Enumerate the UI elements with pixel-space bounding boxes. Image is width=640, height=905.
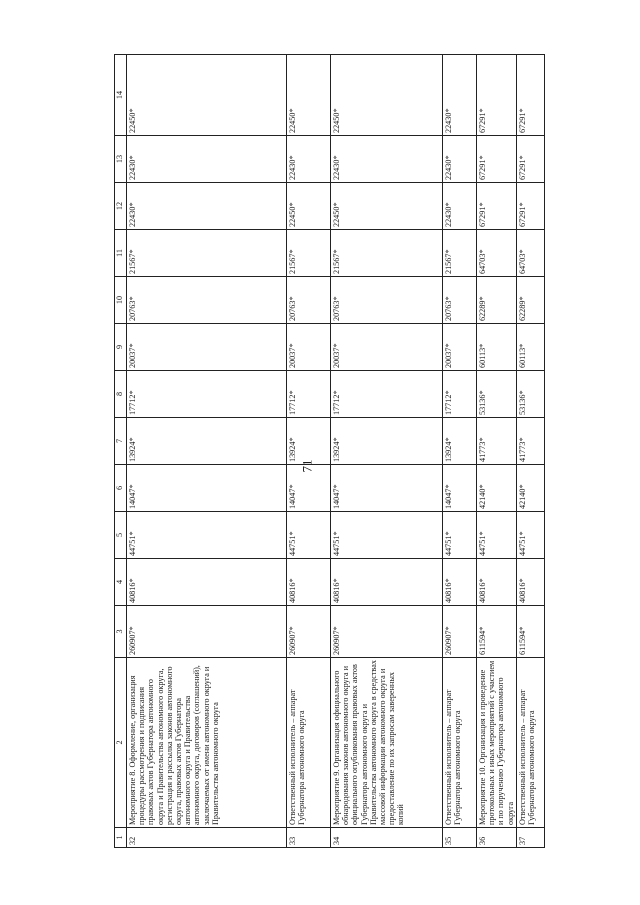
value-cell: 44751* [287, 512, 331, 559]
value-cell: 13924* [127, 418, 287, 465]
table-row [443, 55, 477, 848]
program-table [114, 54, 545, 848]
value-cell: 17712* [287, 371, 331, 418]
value-cell: 20763* [127, 277, 287, 324]
value-cell: 20763* [331, 277, 443, 324]
value-cell: 41773* [516, 418, 544, 465]
value-cell: 22430* [443, 55, 477, 136]
column-header: 7 [115, 418, 127, 465]
value-cell: 67291* [516, 55, 544, 136]
row-number: 36 [477, 828, 517, 848]
table-row [331, 55, 443, 848]
value-cell: 20763* [287, 277, 331, 324]
row-number: 32 [127, 828, 287, 848]
value-cell: 44751* [331, 512, 443, 559]
row-description: Ответственный исполнитель – аппарат Губернатора автономного округа [516, 658, 544, 828]
value-cell: 17712* [127, 371, 287, 418]
row-description: Мероприятие 10. Организация и проведение протокольных и иных мероприятий с участием и по поручению Губернатора автономного округа [477, 658, 517, 828]
column-header: 6 [115, 465, 127, 512]
value-cell: 14047* [127, 465, 287, 512]
value-cell: 67291* [477, 55, 517, 136]
value-cell: 611594* [477, 606, 517, 658]
value-cell: 22450* [331, 183, 443, 230]
value-cell: 21567* [287, 230, 331, 277]
value-cell: 260907* [287, 606, 331, 658]
row-description: Ответственный исполнитель – аппарат Губернатора автономного округа [287, 658, 331, 828]
value-cell: 260907* [127, 606, 287, 658]
value-cell: 20037* [443, 324, 477, 371]
table-header-row [115, 55, 127, 848]
value-cell: 22430* [443, 136, 477, 183]
value-cell: 64703* [477, 230, 517, 277]
value-cell: 40816* [477, 559, 517, 606]
value-cell: 611594* [516, 606, 544, 658]
value-cell: 40816* [516, 559, 544, 606]
table-row [516, 55, 544, 848]
column-header: 4 [115, 559, 127, 606]
row-description: Мероприятие 8. Оформление, организация процедуры рассмотрения и подписания правовых актов Губернатора автономного округа и Правительства автономного округа, регистрация и рассылка законов автономного округа, правовых актов Губернатора автономного округа и Правительства автономного округа, договоров (соглашений), заключаемых от имени автономного округа и Правительства автономного округа [127, 658, 287, 828]
value-cell: 62289* [477, 277, 517, 324]
value-cell: 22430* [127, 183, 287, 230]
value-cell: 22450* [287, 55, 331, 136]
table-frame [114, 58, 536, 848]
row-description: Мероприятие 9. Организация официального обнародования законов автономного округа и официального опубликования правовых актов Губернатора автономного округа и Правительства автономного округа в средствах массовой информации автономного округа и предоставление по их запросам заверенных копий [331, 658, 443, 828]
row-description: Ответственный исполнитель – аппарат Губернатора автономного округа [443, 658, 477, 828]
value-cell: 21567* [127, 230, 287, 277]
column-header: 5 [115, 512, 127, 559]
table-row [477, 55, 517, 848]
value-cell: 41773* [477, 418, 517, 465]
row-number: 34 [331, 828, 443, 848]
row-number: 35 [443, 828, 477, 848]
value-cell: 22450* [127, 55, 287, 136]
table-body [127, 55, 545, 848]
value-cell: 67291* [516, 183, 544, 230]
value-cell: 260907* [443, 606, 477, 658]
value-cell: 17712* [443, 371, 477, 418]
value-cell: 20037* [287, 324, 331, 371]
value-cell: 44751* [443, 512, 477, 559]
row-number: 33 [287, 828, 331, 848]
value-cell: 44751* [477, 512, 517, 559]
value-cell: 64703* [516, 230, 544, 277]
value-cell: 13924* [287, 418, 331, 465]
value-cell: 42140* [516, 465, 544, 512]
row-number: 37 [516, 828, 544, 848]
value-cell: 14047* [443, 465, 477, 512]
value-cell: 22430* [127, 136, 287, 183]
column-header: 14 [115, 55, 127, 136]
value-cell: 22450* [331, 55, 443, 136]
value-cell: 22430* [443, 183, 477, 230]
value-cell: 22430* [287, 136, 331, 183]
value-cell: 44751* [516, 512, 544, 559]
value-cell: 53136* [516, 371, 544, 418]
rotated-table-container [114, 58, 536, 848]
column-header: 11 [115, 230, 127, 277]
value-cell: 67291* [516, 136, 544, 183]
table-row [287, 55, 331, 848]
column-header: 1 [115, 828, 127, 848]
column-header: 13 [115, 136, 127, 183]
value-cell: 22450* [287, 183, 331, 230]
value-cell: 17712* [331, 371, 443, 418]
value-cell: 13924* [331, 418, 443, 465]
value-cell: 40816* [127, 559, 287, 606]
column-header: 10 [115, 277, 127, 324]
value-cell: 60113* [516, 324, 544, 371]
value-cell: 20037* [127, 324, 287, 371]
column-header: 9 [115, 324, 127, 371]
value-cell: 40816* [287, 559, 331, 606]
value-cell: 67291* [477, 183, 517, 230]
column-header: 8 [115, 371, 127, 418]
column-header: 2 [115, 658, 127, 828]
value-cell: 14047* [287, 465, 331, 512]
value-cell: 22430* [331, 136, 443, 183]
value-cell: 21567* [443, 230, 477, 277]
value-cell: 62289* [516, 277, 544, 324]
value-cell: 42140* [477, 465, 517, 512]
page-number: 71 [299, 459, 315, 473]
table-row [127, 55, 287, 848]
value-cell: 40816* [443, 559, 477, 606]
value-cell: 14047* [331, 465, 443, 512]
value-cell: 53136* [477, 371, 517, 418]
column-header: 3 [115, 606, 127, 658]
value-cell: 40816* [331, 559, 443, 606]
value-cell: 13924* [443, 418, 477, 465]
value-cell: 260907* [331, 606, 443, 658]
column-header: 12 [115, 183, 127, 230]
value-cell: 60113* [477, 324, 517, 371]
value-cell: 44751* [127, 512, 287, 559]
value-cell: 20763* [443, 277, 477, 324]
value-cell: 67291* [477, 136, 517, 183]
value-cell: 20037* [331, 324, 443, 371]
value-cell: 21567* [331, 230, 443, 277]
